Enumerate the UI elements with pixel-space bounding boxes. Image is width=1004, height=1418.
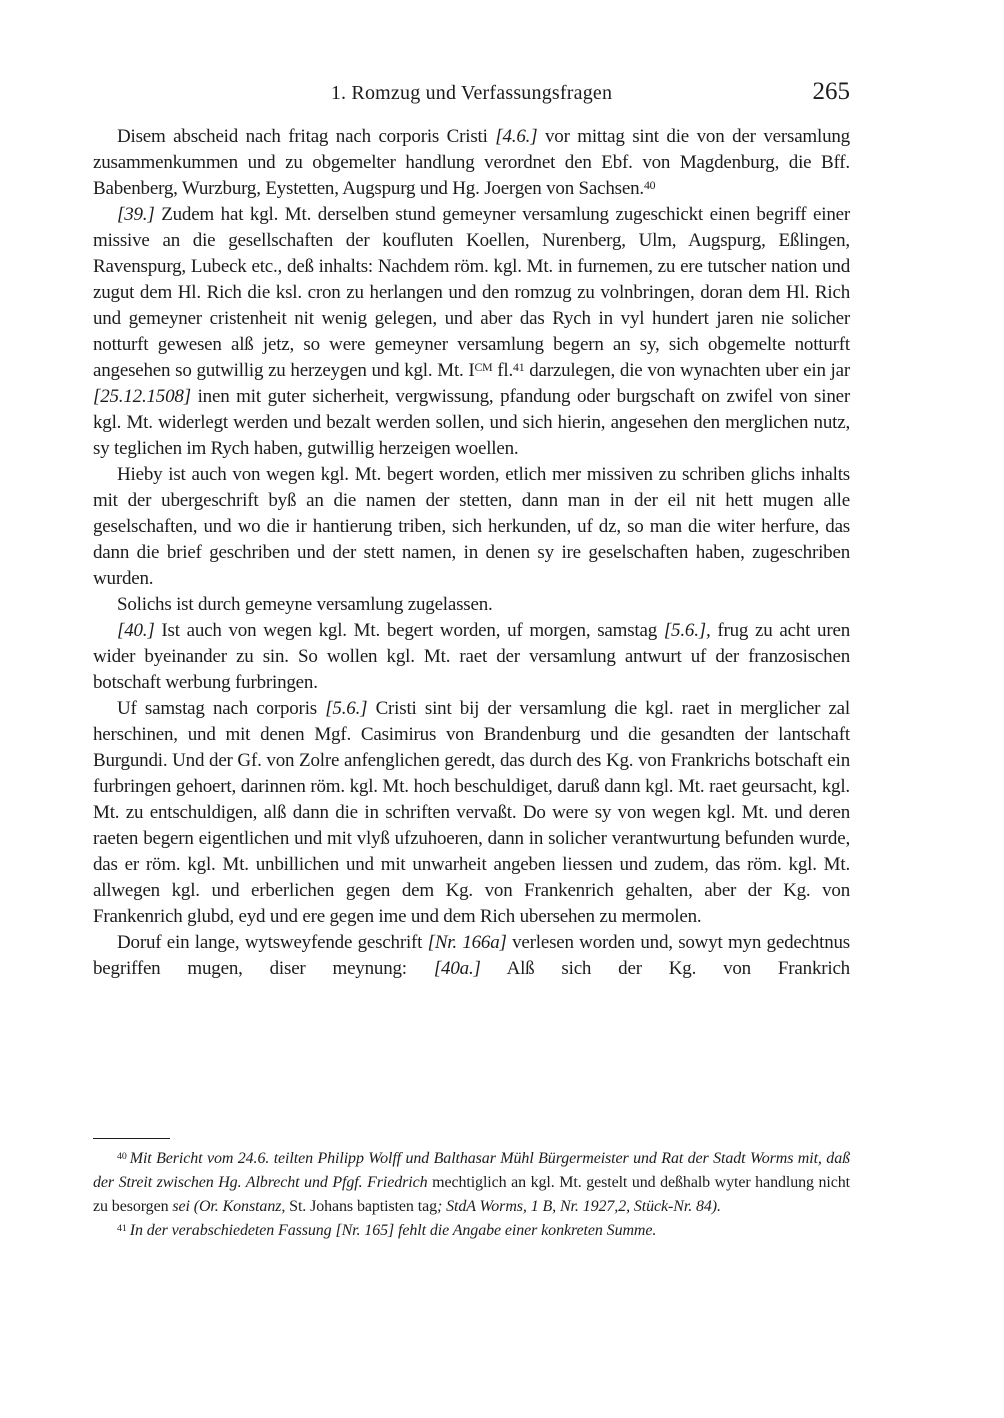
main-text-block	[93, 124, 850, 982]
footnote-list	[93, 1147, 850, 1243]
body-paragraph	[93, 696, 850, 930]
text-segment: Ist auch von wegen kgl. Mt. begert worden, uf morgen, samstag	[154, 620, 664, 641]
text-segment: Zudem hat kgl. Mt. derselben stund gemeyner versamlung zugeschickt einen begriff einer missive an die gesellschaften der koufluten Koellen, Nurenberg, Ulm, Augspurg, Eßlingen, Ravenspurg, Lubeck etc., deß inhalts: Nachdem röm. kgl. Mt. in furnemen, zu ere tutscher nation und zugut dem Hl. Rich die ksl. cron zu herlangen und den romzug zu volnbringen, doran dem Hl. Rich und gemeyner cristenheit nit wenig gelegen, und aber das Rych in vyl hundert jaren nie solicher notturft gewesen alß jetz, so were gemeyner versamlung begern an sy, sich obgemelte notturft angesehen so gutwillig zu herzeygen und kgl. Mt. I	[93, 204, 850, 381]
page-number: 265	[812, 78, 850, 105]
text-segment: Solichs ist durch gemeyne versamlung zugelassen.	[117, 594, 493, 615]
footnote-number: 40	[117, 1150, 127, 1162]
section-heading: 1. Romzug und Verfassungsfragen	[330, 82, 613, 104]
text-segment: inen mit guter sicherheit, vergwissung, pfandung oder burgschaft on zwifel von siner kgl. Mt. widerlegt werden und bezalt werden sollen, und sich hierin, angesehen den merglichen nutz, sy teglichen im Rych haben, gutwillig herzeigen woellen.	[93, 386, 850, 459]
text-segment: verlesen worden und, sowyt myn gedechtnus begriffen mugen, diser meynung:	[93, 932, 851, 979]
text-segment: [40a.]	[433, 958, 481, 979]
running-head	[93, 78, 850, 110]
text-segment: [5.6.],	[663, 620, 711, 641]
body-paragraph	[93, 202, 850, 462]
text-segment: sei (Or. Konstanz,	[172, 1198, 290, 1215]
body-paragraph	[93, 124, 850, 202]
footnote	[93, 1219, 850, 1243]
text-segment: Alß sich der Kg. von Frankrich	[480, 958, 850, 979]
text-segment: [39.]	[117, 204, 155, 225]
text-segment: darzulegen, die von wynachten uber ein jar	[524, 360, 850, 381]
text-segment: vor mittag sint die von der versamlung zusammenkummen und zu obgemelter handlung verordnet den Ebf. von Magdenburg, die Bff. Babenberg, Wurzburg, Eystetten, Augspurg und Hg. Joergen von Sachsen.	[93, 126, 850, 199]
text-segment: Uf samstag nach corporis	[117, 698, 326, 719]
body-paragraph	[93, 618, 850, 696]
text-segment: [4.6.]	[495, 126, 538, 147]
superscript-note-number: CM	[474, 360, 493, 374]
superscript-note-number: 40	[643, 178, 656, 192]
body-paragraph	[93, 462, 850, 592]
text-segment: [25.12.1508]	[93, 386, 191, 407]
text-segment: [5.6.]	[325, 698, 368, 719]
footnote	[93, 1147, 850, 1219]
text-segment: Hieby ist auch von wegen kgl. Mt. begert worden, etlich mer missiven zu schriben glichs inhalts mit der ubergeschrift byß an die namen der stetten, dann man in der eil nit hett mugen alle geselschaften, und wo die ir hantierung triben, sich herkunden, uf dz, so man die witer herfure, das dann die brief geschriben und der stett namen, in denen sy ire geselschaften haben, zugeschriben wurden.	[93, 464, 850, 589]
footnote-block	[93, 1138, 850, 1243]
text-segment: frug zu acht uren wider byeinander zu sin. So wollen kgl. Mt. raet der versamlung antwurt uf der franzosischen botschaft werbung furbringen.	[93, 620, 850, 693]
body-paragraph	[93, 930, 850, 982]
text-segment: mechtiglich an kgl. Mt. gestelt und deßhalb wyter handlung nicht zu besorgen	[93, 1174, 851, 1215]
text-segment: Mit Bericht vom 24.6. teilten Philipp Wolff und Balthasar Mühl Bürgermeister und Rat der Stadt Worms mit, daß der Streit zwischen Hg. Albrecht und Pfgf. Friedrich	[93, 1150, 850, 1191]
text-segment: ; StdA Worms, 1 B, Nr. 1927,2, Stück-Nr. 84).	[436, 1198, 721, 1215]
text-segment: Cristi sint bij der versamlung die kgl. raet in merglicher zal herschinen, und mit denen Mgf. Casimirus von Brandenburg und die gesandten der lantschaft Burgundi. Und der Gf. von Zolre anfenglichen geredt, das durch des Kg. von Frankrichs botschaft ein furbringen gehoert, darinnen röm. kgl. Mt. hoch beschuldiget, daruß dann kgl. Mt. raet geursacht, kgl. Mt. zu entschuldigen, alß dann die in schriften vervaßt. Do were sy von wegen kgl. Mt. und deren raeten begern eigentlichen und mit vlyß ufzuhoeren, dann in solicher verantwurtung befunden wurde, das er röm. kgl. Mt. unbillichen und mit unwarheit angeben liessen und zudem, das röm. kgl. Mt. allwegen kgl. und erberlichen gegen dem Kg. von Frankenrich gehalten, aber der Kg. von Frankenrich glubd, eyd und ere gegen ime und dem Rich ubersehen zu mermolen.	[93, 698, 850, 927]
text-segment: Doruf ein lange, wytsweyfende geschrift	[117, 932, 428, 953]
text-segment: [40.]	[117, 620, 155, 641]
footnote-separator-rule	[93, 1138, 170, 1139]
footnote-number: 41	[117, 1222, 127, 1234]
text-segment: St. Johans baptisten tag	[289, 1198, 437, 1215]
text-segment: fl.	[492, 360, 514, 381]
body-paragraph	[93, 592, 850, 618]
text-segment: Disem abscheid nach fritag nach corporis Cristi	[117, 126, 496, 147]
text-segment: [Nr. 166a]	[427, 932, 507, 953]
text-segment: In der verabschiedeten Fassung [Nr. 165] fehlt die Angabe einer konkreten Summe.	[129, 1222, 657, 1239]
superscript-note-number: 41	[513, 360, 525, 374]
